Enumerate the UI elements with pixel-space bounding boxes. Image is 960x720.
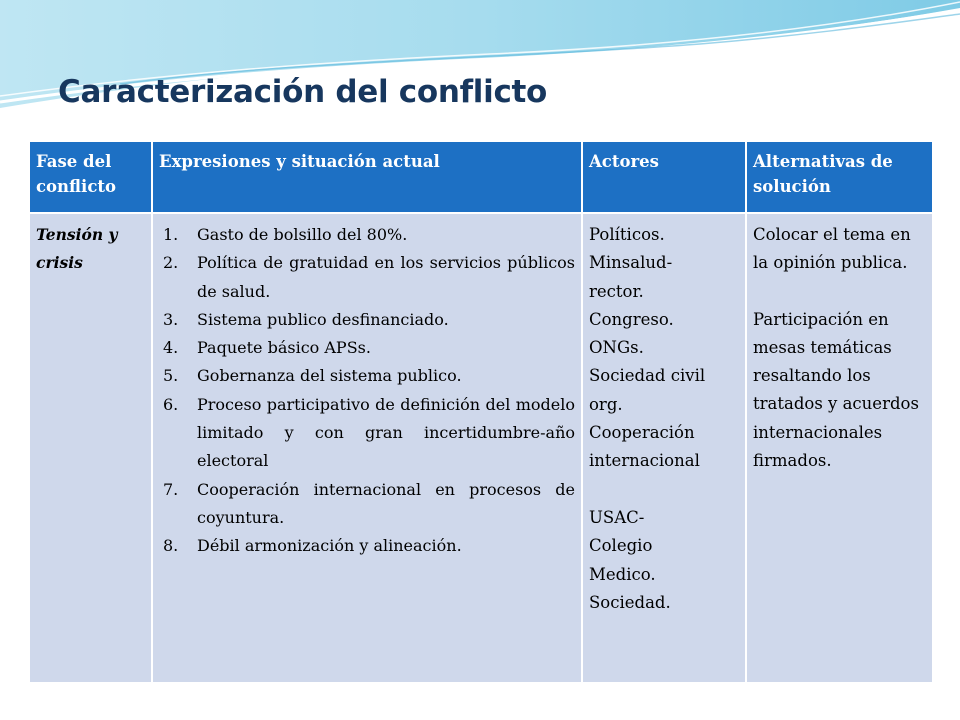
header-expressions: Expresiones y situación actual xyxy=(152,141,582,213)
list-item-text: Débil armonización y alineación. xyxy=(197,536,462,556)
slide-title: Caracterización del conflicto xyxy=(58,74,548,110)
actor-line: Sociedad civil xyxy=(589,366,706,386)
actor-spacer xyxy=(589,476,739,504)
list-item-number: 2. xyxy=(163,253,179,273)
list-item xyxy=(159,249,575,306)
actor-line: Sociedad. xyxy=(589,592,671,612)
list-item-text: Paquete básico APSs. xyxy=(197,338,371,358)
list-item-number: 4. xyxy=(163,338,179,358)
cell-phase xyxy=(29,213,152,683)
phase-label: Tensión y crisis xyxy=(36,225,118,273)
actor-line: Políticos. xyxy=(589,225,665,244)
actor-line: Minsalud- xyxy=(589,253,673,273)
list-item-number: 7. xyxy=(163,479,179,499)
actor-line: Medico. xyxy=(589,564,656,584)
list-item-text: Gasto de bolsillo del 80%. xyxy=(197,225,408,244)
list-item-number: 1. xyxy=(163,225,179,244)
actor-line: internacional xyxy=(589,451,700,471)
actor-line: Colegio xyxy=(589,536,653,556)
table-row xyxy=(29,213,933,683)
actor-line: Cooperación xyxy=(589,423,695,443)
actor-line: USAC- xyxy=(589,507,645,527)
cell-expressions xyxy=(152,213,582,683)
conflict-table xyxy=(28,140,934,684)
list-item-text: Proceso participativo de definición del modelo limitado y con gran incertidumbre-año electoral xyxy=(197,394,575,471)
table-header-row xyxy=(29,141,933,213)
list-item-number: 8. xyxy=(163,536,179,556)
list-item xyxy=(159,476,575,533)
actor-line: Congreso. xyxy=(589,309,674,329)
header-actors: Actores xyxy=(582,141,746,213)
list-item xyxy=(159,362,575,390)
actor-line: ONGs. xyxy=(589,338,644,358)
list-item xyxy=(159,334,575,362)
actor-line: org. xyxy=(589,394,623,414)
list-item xyxy=(159,391,575,476)
list-item xyxy=(159,306,575,334)
list-item-number: 3. xyxy=(163,309,179,329)
alternative-item: Participación en mesas temáticas resaltando los tratados y acuerdos internacionales firmados. xyxy=(753,309,919,471)
list-item-text: Política de gratuidad en los servicios públicos de salud. xyxy=(197,253,575,301)
list-item xyxy=(159,221,575,249)
header-alternatives: Alternativas de solución xyxy=(746,141,933,213)
list-item-text: Sistema publico desfinanciado. xyxy=(197,309,449,329)
cell-alternatives xyxy=(746,213,933,683)
cell-actors xyxy=(582,213,746,683)
alternative-item: Colocar el tema en la opinión publica. xyxy=(753,225,911,273)
list-item-text: Cooperación internacional en procesos de coyuntura. xyxy=(197,479,575,527)
list-item-number: 6. xyxy=(163,394,179,414)
actor-line: rector. xyxy=(589,281,644,301)
expressions-list xyxy=(159,221,575,561)
list-item-text: Gobernanza del sistema publico. xyxy=(197,366,462,386)
list-item xyxy=(159,532,575,560)
header-phase: Fase del conflicto xyxy=(29,141,152,213)
list-item-number: 5. xyxy=(163,366,179,386)
